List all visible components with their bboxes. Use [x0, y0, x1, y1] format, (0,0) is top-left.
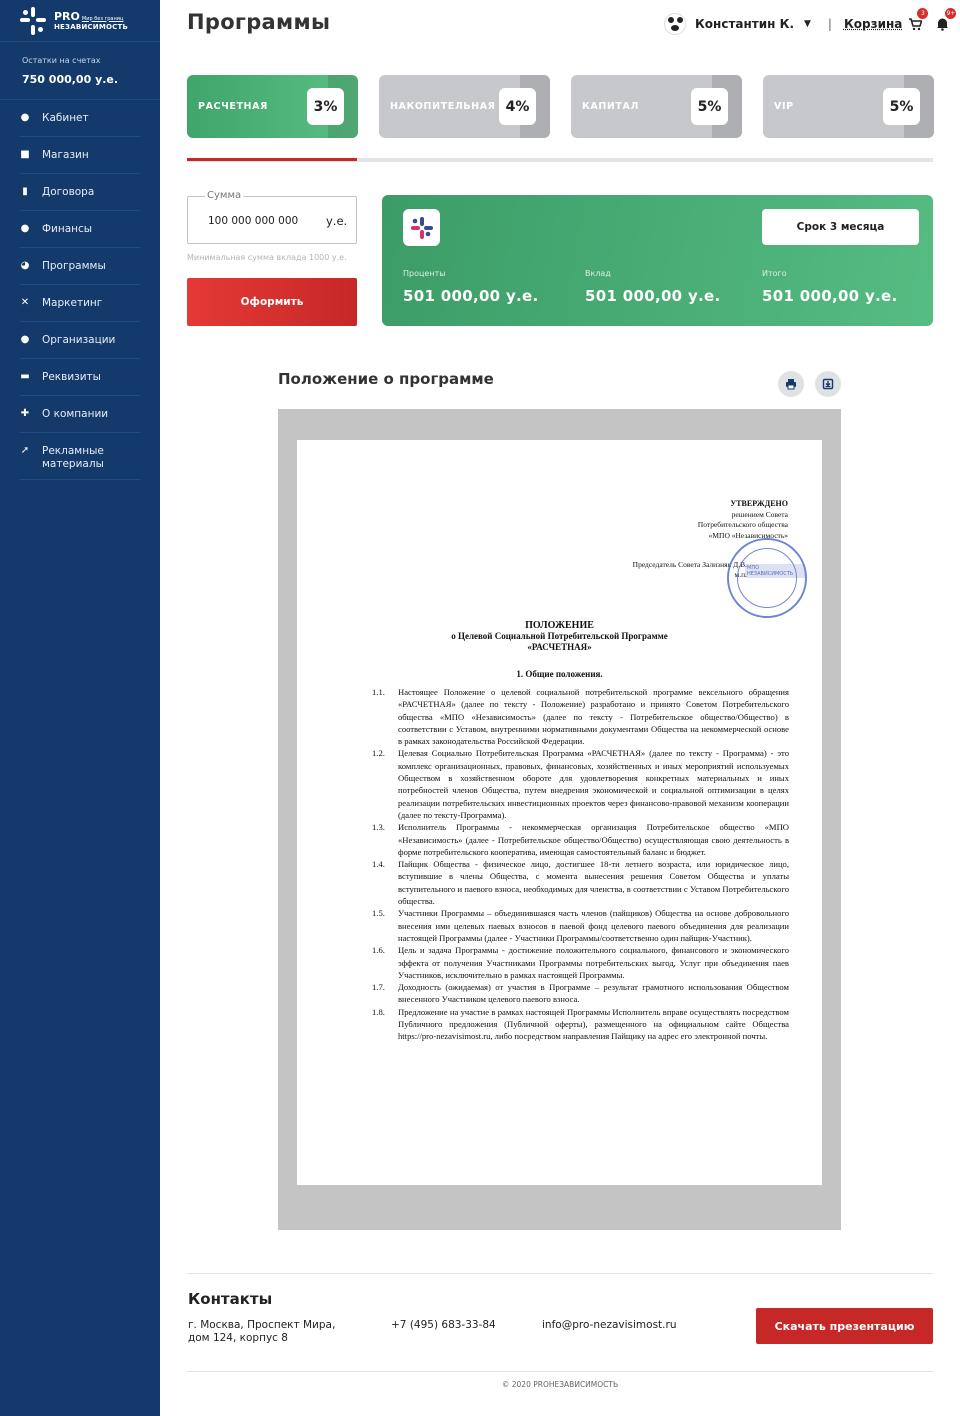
footer-divider: [187, 1371, 933, 1372]
clause-number: 1.4.: [372, 859, 385, 870]
page-title: Программы: [187, 10, 331, 34]
clause-list: [372, 686, 789, 1043]
tab-program-kapital[interactable]: [571, 75, 742, 138]
document-heading: [297, 620, 822, 653]
network-icon: ✕: [20, 297, 30, 308]
sidebar-item-cabinet[interactable]: [20, 100, 140, 137]
document-section-title: Положение о программе: [278, 370, 494, 388]
clause-text: Доходность (ожидаемая) от участия в Программе – результат грамотного использования Обществом внесенного Участником целевого паевого взноса.: [398, 982, 789, 1005]
stat-label: Вклад: [585, 269, 611, 278]
approved-line: Потребительского общества: [697, 520, 788, 529]
tab-program-percent: 3%: [307, 88, 344, 125]
clause-item: [372, 907, 789, 944]
clause-number: 1.6.: [372, 945, 385, 956]
tab-program-percent: 5%: [691, 88, 728, 125]
document-heading-3: «РАСЧЕТНАЯ»: [527, 642, 592, 652]
stat-value: 501 000,00 у.е.: [762, 287, 898, 305]
logo-name: НЕЗАВИСИМОСТЬ: [54, 22, 128, 31]
sidebar-item-programs[interactable]: [20, 248, 140, 285]
document-page: [297, 440, 822, 1185]
tab-indicator-track: [187, 158, 933, 162]
stat-value: 501 000,00 у.е.: [403, 287, 539, 305]
clause-text: Целевая Социально Потребительская Программа «РАСЧЕТНАЯ» (далее по тексту - Программа) - это комплекс организационных, правовых, финансовых, хозяйственных и иных мероприятий используемых Обществом в хозяйственном обороте для удовлетворения конкретных материальных и иных потребностей членов Общества, путем внедрения экономической и социальной оптимизации в целях реализации потребительских инвестиционных проектов через финансово-правовой механизм кооперации (далее по тексту-Программа).: [398, 748, 789, 820]
logo-brand: PRO: [54, 9, 80, 23]
contacts-title: Контакты: [188, 1290, 273, 1308]
cart-icon[interactable]: [908, 10, 925, 31]
approved-title: УТВЕРЖДЕНО: [730, 499, 788, 508]
user-name[interactable]: Константин К.: [695, 17, 794, 31]
chevron-down-icon[interactable]: ▼: [804, 19, 811, 29]
balance-block: [0, 42, 160, 100]
approved-line: решением Совета: [731, 509, 788, 519]
logo[interactable]: [0, 0, 160, 42]
print-icon: [785, 378, 797, 390]
document-section-heading: 1. Общие положения.: [516, 669, 603, 679]
clause-item: [372, 821, 789, 858]
clause-text: Предложение на участие в рамках настоящей Программы Исполнитель вправе осуществлять посредством Публичного предложения (Публичной оферты), размещенного на официальном сайте Общества https://pro-nezavisimost.ru, либо посредством направления Пайщику на адрес его электронной почты.: [398, 1006, 789, 1042]
stat-value: 501 000,00 у.е.: [585, 287, 721, 305]
sidebar-item-organizations[interactable]: [20, 322, 140, 359]
approved-line: «МПО «Независимость»: [708, 530, 788, 540]
download-icon: [822, 378, 834, 390]
briefcase-icon: ▬: [20, 371, 30, 382]
clause-number: 1.5.: [372, 908, 385, 919]
address-line: г. Москва, Проспект Мира,: [188, 1319, 336, 1331]
clause-item: [372, 1006, 789, 1043]
amount-hint: Минимальная сумма вклада 1000 у.е.: [187, 253, 347, 262]
coin-icon: ●: [20, 223, 30, 234]
approval-block: [698, 499, 788, 541]
tab-program-percent: 4%: [499, 88, 536, 125]
clause-text: Пайщик Общества - физическое лицо, достигшее 18-ти летнего возраста, или юридическое лицо, вступившие в члены Общества, с момента вынесения решения Советом Общества и уплаты вступительного и паевого взноса, необходимых для членства, в соответствии с Уставом Потребительского общества.: [398, 859, 789, 907]
program-logo-icon: [403, 209, 440, 246]
bag-icon: ■: [20, 149, 30, 160]
sidebar-item-finance[interactable]: [20, 211, 140, 248]
sidebar-nav: [0, 100, 160, 480]
stat-interest: [403, 269, 539, 305]
clause-number: 1.8.: [372, 1006, 385, 1017]
pie-chart-icon: ◕: [20, 260, 30, 271]
company-logo-icon: ✚: [20, 408, 30, 419]
tab-program-raschetnaya[interactable]: [187, 75, 358, 138]
user-icon: ●: [20, 112, 30, 123]
download-presentation-button[interactable]: Скачать презентацию: [756, 1308, 933, 1344]
document-heading-1: ПОЛОЖЕНИЕ: [525, 620, 594, 631]
address-line: дом 124, корпус 8: [188, 1332, 288, 1344]
sidebar-item-label: О компании: [42, 408, 109, 420]
contacts-phone[interactable]: +7 (495) 683-33-84: [391, 1319, 496, 1331]
document-icon: ▮: [22, 186, 28, 197]
clause-item: [372, 858, 789, 907]
clause-text: Участники Программы – объединившаяся часть членов (пайщиков) Общества на основе добровольного внесения ими целевых паевых взносов в паевой фонд целевого паевого объединения для реализации настоящей Программы (далее - Участники Программы/соответственно один пайщик-Участник).: [398, 908, 789, 943]
sidebar-item-label: Договора: [42, 186, 95, 198]
contacts-address: [188, 1319, 335, 1345]
order-button[interactable]: Оформить: [187, 278, 357, 326]
document-heading-2: о Целевой Социальной Потребительской Программе: [451, 631, 668, 641]
clause-item: [372, 747, 789, 821]
sidebar-item-label: Организации: [42, 334, 116, 346]
header-separator: |: [827, 17, 832, 31]
balance-label: Остатки на счетах: [22, 56, 101, 65]
seal-stamp-icon: МПО НЕЗАВИСИМОСТЬ: [727, 538, 807, 618]
sidebar: [0, 0, 160, 1416]
tab-program-name: НАКОПИТЕЛЬНАЯ: [390, 101, 496, 112]
stat-label: Проценты: [403, 269, 446, 278]
program-tabs: [187, 75, 934, 138]
tab-program-name: РАСЧЕТНАЯ: [198, 101, 268, 112]
sidebar-item-label: Магазин: [42, 149, 89, 161]
clause-number: 1.1.: [372, 687, 385, 697]
sidebar-item-label: Рекламные материалы: [42, 445, 104, 470]
amount-field-label: Сумма: [207, 190, 242, 201]
user-bar: [664, 10, 956, 36]
sidebar-item-label: Программы: [42, 260, 106, 272]
clause-number: 1.2.: [372, 748, 385, 759]
cart-link[interactable]: Корзина: [843, 17, 903, 31]
sidebar-item-marketing[interactable]: [20, 285, 140, 322]
balance-value: 750 000,00 у.е.: [22, 73, 119, 86]
sidebar-item-shop[interactable]: [20, 137, 140, 174]
footer-divider: [187, 1273, 933, 1274]
logo-tagline: Мир без границ: [81, 15, 124, 22]
logo-icon: [20, 7, 46, 35]
term-selector-button[interactable]: Срок 3 месяца: [762, 209, 919, 245]
chairman-mp: м.п.: [734, 570, 747, 579]
sidebar-item-requisites[interactable]: [20, 359, 140, 396]
clause-item: [372, 944, 789, 981]
chairman-name: Председатель Совета Зализняк Д.В.: [632, 560, 747, 569]
calculation-result-card: [382, 195, 933, 326]
sidebar-item-label: Кабинет: [42, 112, 89, 124]
contacts-email[interactable]: info@pro-nezavisimost.ru: [542, 1319, 677, 1331]
clause-text: Цель и задача Программы - достижение положительного социального, финансового и экономического эффекта от получения Участниками Программы потребительских выгод, Услуг при объединения паев Участников, исключительно в рамках настоящей Программы.: [398, 945, 789, 980]
clause-number: 1.3.: [372, 822, 385, 833]
download-button[interactable]: [815, 371, 841, 397]
avatar[interactable]: [664, 13, 686, 35]
tab-program-nakopitelnaya[interactable]: [379, 75, 550, 138]
clause-text: Настоящее Положение о целевой социальной потребительской программе вексельного обращения «РАСЧЕТНАЯ» (далее по тексту - Положение) разработано и принято Советом Потребительского общества «МПО «Независимость» (далее по тексту - Потребительское общество/Общество) в соответствии с Уставом, внутренними нормативными документами Общества на некоммерческой основе в рамках законодательства Российской Федерации.: [398, 687, 789, 747]
cart-badge: 3: [917, 8, 928, 19]
tab-program-name: КАПИТАЛ: [582, 101, 639, 112]
clause-number: 1.7.: [372, 982, 385, 993]
stat-label: Итого: [762, 269, 787, 278]
amount-unit: у.е.: [326, 214, 348, 228]
sidebar-item-about[interactable]: [20, 396, 140, 433]
clause-item: [372, 686, 789, 747]
tab-active-indicator: [187, 158, 357, 161]
amount-input-value[interactable]: 100 000 000 000: [208, 215, 299, 227]
bell-icon[interactable]: [936, 10, 956, 31]
users-icon: ●: [20, 334, 30, 345]
copyright: © 2020 PROНЕЗАВИСИМОСТЬ: [501, 1380, 619, 1389]
clause-text: Исполнитель Программы - некоммерческая организация Потребительское общество «МПО «Независимость» (далее - Потребительское общество/Общество) осуществляющая свою деятельность в форме потребительского кооператива, имеющая самостоятельный баланс и бюджет.: [398, 822, 789, 857]
notifications-badge: 9+: [946, 10, 956, 17]
sidebar-item-label: Маркетинг: [42, 297, 103, 309]
tab-program-name: VIP: [774, 101, 794, 112]
stat-deposit: [585, 269, 721, 305]
sidebar-item-label: Реквизиты: [42, 371, 101, 383]
rocket-icon: ➚: [20, 445, 30, 456]
print-button[interactable]: [778, 371, 804, 397]
sidebar-item-contracts[interactable]: [20, 174, 140, 211]
clause-item: [372, 981, 789, 1006]
sidebar-item-label: Финансы: [42, 223, 93, 235]
document-viewer[interactable]: [278, 409, 841, 1230]
tab-program-percent: 5%: [883, 88, 920, 125]
sidebar-item-promo[interactable]: [20, 433, 140, 480]
stat-total: [762, 269, 898, 305]
tab-program-vip[interactable]: [763, 75, 934, 138]
